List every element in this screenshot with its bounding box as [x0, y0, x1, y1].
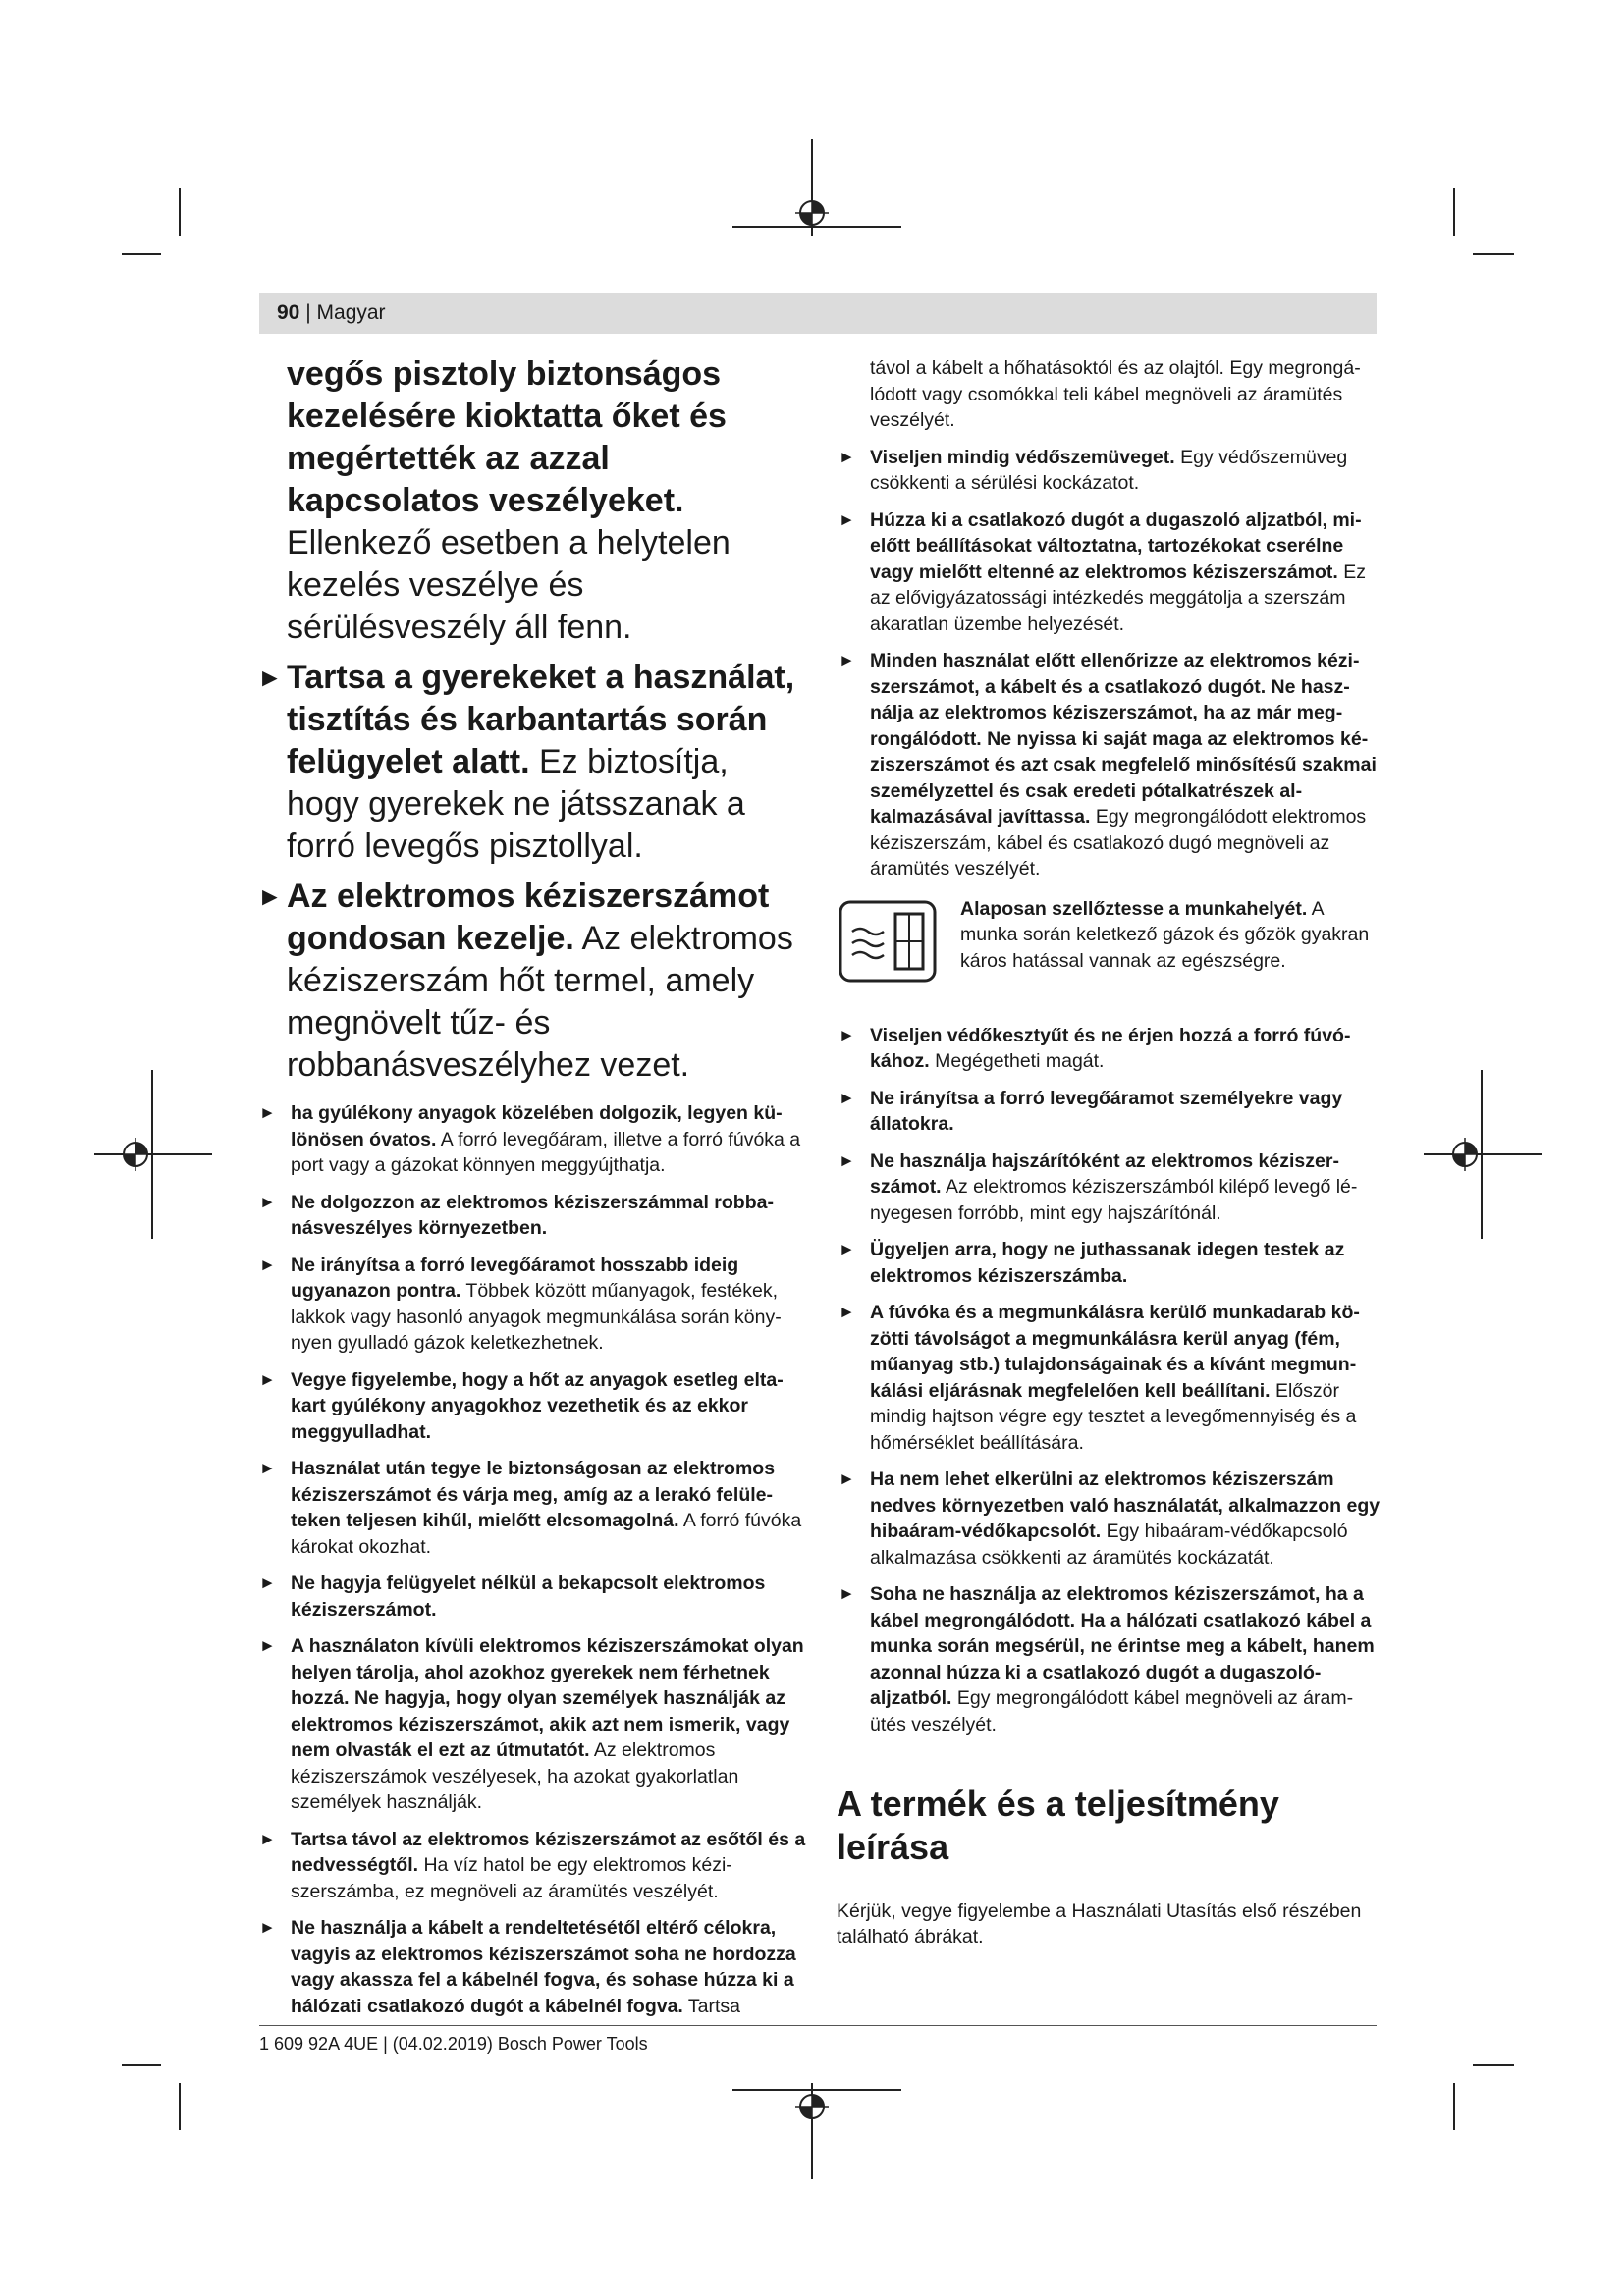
- item-normal: Többek között műanyagok, festékek, lakkok vagy hasonló anyagok megmunkálása során könynyen gyulladó gázok keletkezhetnek.: [291, 1280, 782, 1354]
- item-bold: Ügyeljen arra, hogy ne juthassanak idegen testek az elektromos kéziszerszámba.: [870, 1239, 1345, 1287]
- item-normal: Az elektromos kéziszerszám hőt termel, amely megnövelt tűz- és robbanásveszélyhez vezet.: [287, 920, 793, 1084]
- bullet-arrow-icon: ►: [839, 1584, 855, 1603]
- item-bold: Ne dolgozzon az elektromos kéziszerszámmal robbanásveszélyes környezetben.: [291, 1191, 774, 1239]
- bullet-arrow-icon: ►: [257, 881, 283, 911]
- item-normal: A munka során keletkező gázok és gőzök gyakran káros hatással vannak az egészségre.: [960, 897, 1370, 972]
- page-header-bar: [259, 293, 1377, 334]
- item-bold: Soha ne használja az elektromos kéziszerszámot, ha a kábel megrongálódott. Ha a hálózati csatlakozó kábel a munka során megsérül, ne érintse meg a kábelt, hanem azonnal húzza ki a csatlakozó dugót a dugaszolóaljzatból.: [870, 1583, 1375, 1709]
- item-normal: Ez biztosítja, hogy gyerekek ne játsszanak a forró levegős pisztollyal.: [287, 743, 745, 865]
- crop-mark-bottom-left-h: [122, 2064, 161, 2066]
- item-normal: Egy védőszemüveg csökkenti a sérülési kockázatot.: [870, 446, 1348, 494]
- item-bold: Húzza ki a csatlakozó dugót a dugaszoló aljzatból, mielőtt beállításokat változtatna, tartozékokat cserélne vagy mielőtt eltenné az elektromos kéziszerszámot.: [870, 508, 1362, 583]
- item-normal: Ez az elővigyázatossági intézkedés meggátolja a szerszám akaratlan üzembe helyezését.: [870, 561, 1367, 635]
- crop-mark-top-left-h: [122, 253, 161, 255]
- item-normal: Az elektromos kéziszerszámok veszélyesek, ha azokat gyakorlatlan személyek használják.: [291, 1739, 739, 1813]
- item-normal: Tartsa: [687, 1995, 741, 2017]
- section-heading: A termék és a teljesítmény leírása: [837, 1784, 1279, 1867]
- list-item: [257, 1100, 807, 1179]
- page-number: 90: [277, 301, 300, 324]
- item-normal: Először mindig hajtson végre egy tesztet a levegőmennyiség és a hőmérséklet beállítására.: [870, 1379, 1357, 1454]
- item-bold: A használaton kívüli elektromos kéziszerszámokat olyan helyen tárolja, ahol azokhoz gyerekek nem férhetnek hozzá. Ne hagyja, hogy olyan személyek használják az elektromos kéziszerszámot, akik azt nem ismerik, vagy nem olvasták el ezt az útmutatót.: [291, 1635, 804, 1761]
- page-header: [277, 300, 386, 326]
- item-normal: Ha víz hatol be egy elektromos kéziszerszámba, ez megnöveli az áramütés veszélyét.: [291, 1854, 732, 1902]
- item-bold: Ha nem lehet elkerülni az elektromos kéziszerszám nedves környezetben való használatát, alkalmazzon egy hibaáram-védőkapcsolót.: [870, 1468, 1380, 1542]
- crop-mark-bottom-right-h: [1473, 2064, 1514, 2066]
- header-language: Magyar: [316, 301, 386, 324]
- list-item: [257, 1253, 807, 1357]
- bullet-arrow-icon: ►: [259, 1829, 276, 1848]
- footer-divider: [259, 2025, 1377, 2026]
- item-bold: Alaposan szellőztesse a munkahelyét.: [960, 897, 1308, 920]
- list-item: [257, 1367, 807, 1446]
- item-bold: A fúvóka és a megmunkálásra kerülő munkadarab közötti távolságot a megmunkálásra kerül anyag (fém, műanyag stb.) tulajdonságainak és a kívánt megmunkálási eljárásnak megfelelően kell beállítani.: [870, 1302, 1360, 1402]
- section-body: Kérjük, vegye figyelembe a Használati Utasítás első részében található ábrákat.: [837, 1899, 1362, 1949]
- item-bold: Tartsa a gyerekeket a használat, tisztítás és karbantartás során felügyelet alatt.: [287, 659, 795, 780]
- bullet-arrow-icon: ►: [259, 1192, 276, 1211]
- list-item: [837, 507, 1382, 638]
- item-bold: Az elektromos kéziszerszámot gondosan kezelje.: [287, 878, 770, 957]
- item-normal: Az elektromos kéziszerszámból kilépő levegő lényegesen forróbb, mint egy hajszárítónál.: [870, 1176, 1358, 1224]
- item-bold: Tartsa távol az elektromos kéziszerszámot az esőtől és a nedvességtől.: [291, 1828, 806, 1876]
- item-bold: Ne hagyja felügyelet nélkül a bekapcsolt elektromos kéziszerszámot.: [291, 1573, 766, 1621]
- bullet-arrow-icon: ►: [839, 447, 855, 466]
- list-item: [837, 1300, 1382, 1456]
- item-bold: Ne irányítsa a forró levegőáramot hosszabb ideig ugyanazon pontra.: [291, 1254, 739, 1302]
- bullet-arrow-icon: ►: [259, 1103, 276, 1122]
- item-bold: Ne irányítsa a forró levegőáramot személyekre vagy állatokra.: [870, 1087, 1343, 1135]
- list-item: [837, 445, 1382, 497]
- ventilation-window-icon: [839, 900, 937, 983]
- list-item: [837, 1148, 1382, 1227]
- crop-mark-bottom-right-v: [1453, 2083, 1455, 2130]
- list-item: [837, 1086, 1382, 1138]
- crop-mark-top-right-v: [1453, 188, 1455, 236]
- list-item: [257, 1827, 807, 1905]
- ventilation-notice: [837, 896, 1382, 1012]
- bullet-arrow-icon: ►: [839, 1469, 855, 1488]
- bullet-arrow-icon: ►: [259, 1574, 276, 1592]
- bullet-arrow-icon: ►: [257, 663, 283, 692]
- item-bold: Ne használja hajszárítóként az elektromos kéziszerszámot.: [870, 1149, 1339, 1198]
- page-footer: 1 609 92A 4UE | (04.02.2019) Bosch Power Tools: [259, 2034, 648, 2054]
- bullet-arrow-icon: ►: [259, 1255, 276, 1274]
- crosshair-icon: [795, 2090, 829, 2123]
- crop-mark-top-left-v: [179, 188, 181, 236]
- intro-normal: Ellenkező esetben a helytelen kezelés veszélye és sérülésveszély áll fenn.: [287, 524, 731, 646]
- intro-paragraph: [257, 353, 807, 649]
- list-item: [837, 1467, 1382, 1571]
- item-normal: A forró fúvóka károkat okozhat.: [291, 1510, 802, 1558]
- crop-mark-bottom-left-v: [179, 2083, 181, 2130]
- bullet-arrow-icon: ►: [839, 1150, 855, 1170]
- bullet-arrow-icon: ►: [839, 651, 855, 669]
- item-bold: Viseljen védőkesztyűt és ne érjen hozzá a forró fúvókához.: [870, 1024, 1351, 1072]
- left-column: [257, 353, 807, 2019]
- list-item: [257, 1571, 807, 1623]
- item-bold: Vegye figyelembe, hogy a hőt az anyagok esetleg eltakart gyúlékony anyagokhoz vezethetik és az ekkor meggyulladhat.: [291, 1368, 784, 1443]
- bullet-arrow-icon: ►: [259, 1918, 276, 1937]
- crosshair-icon: [119, 1138, 152, 1171]
- item-bold: Ne használja a kábelt a rendeltetésétől eltérő célokra, vagyis az elektromos kéziszerszámot soha ne hordozza vagy akassza fel a kábelnél fogva, és sohase húzza ki a hálózati csatlakozó dugót a kábelnél fogva.: [291, 1917, 796, 2017]
- item-normal: Egy megrongálódott elektromos kéziszerszám, kábel és csatlakozó dugó megnöveli az áramütés veszélyét.: [870, 806, 1367, 880]
- item-normal: A forró levegőáram, illetve a forró fúvóka a port vagy a gázokat könnyen meggyújthatja.: [291, 1128, 801, 1176]
- list-item: [837, 1581, 1382, 1737]
- list-item: [837, 1237, 1382, 1289]
- bullet-arrow-icon: ►: [259, 1636, 276, 1655]
- list-item: [257, 1456, 807, 1560]
- list-item: [257, 1633, 807, 1816]
- bullet-arrow-icon: ►: [839, 509, 855, 529]
- item-bold: Viseljen mindig védőszemüveget.: [870, 446, 1175, 468]
- item-normal: Egy hibaáram-védőkapcsoló alkalmazása csökkenti az áramütés kockázatát.: [870, 1521, 1348, 1569]
- list-item: [257, 1190, 807, 1242]
- crop-mark-top-right-h: [1473, 253, 1514, 255]
- item-bold: ha gyúlékony anyagok közelében dolgozik, legyen különösen óvatos.: [291, 1102, 783, 1150]
- list-item: [257, 1915, 807, 2019]
- bullet-arrow-icon: ►: [259, 1369, 276, 1389]
- bullet-arrow-icon: ►: [839, 1025, 855, 1044]
- continuation-paragraph: távol a kábelt a hőhatásoktól és az olajtól. Egy megrongálódott vagy csomókkal teli kábel megnöveli az áramütés veszélyét.: [870, 357, 1361, 431]
- right-column: [837, 355, 1382, 1950]
- item-normal: Egy megrongálódott kábel megnöveli az áramütés veszélyét.: [870, 1687, 1354, 1735]
- item-bold: Minden használat előtt ellenőrizze az elektromos kéziszerszámot, a kábelt és a csatlakozó dugót. Ne használja az elektromos kéziszerszámot, ha az már megrongálódott. Ne nyissa ki saját maga az elektromos kéziszerszámot és azt csak megfelelő minősítésű szakmai személyzettel és csak eredeti pótalkatrészek alkalmazásával javíttassa.: [870, 650, 1377, 828]
- crosshair-icon: [795, 196, 829, 230]
- header-separator: |: [305, 301, 311, 324]
- bullet-arrow-icon: ►: [839, 1240, 855, 1258]
- crosshair-icon: [1448, 1138, 1482, 1171]
- big-list-item: [257, 876, 807, 1087]
- intro-bold: vegős pisztoly biztonságos kezelésére kioktatta őket és megértették az azzal kapcsolatos veszélyeket.: [287, 355, 727, 519]
- bullet-arrow-icon: ►: [259, 1459, 276, 1477]
- bullet-arrow-icon: ►: [839, 1303, 855, 1321]
- item-normal: Megégetheti magát.: [935, 1050, 1105, 1072]
- bullet-arrow-icon: ►: [839, 1088, 855, 1107]
- list-item: [837, 648, 1382, 882]
- item-bold: Használat után tegye le biztonságosan az elektromos kéziszerszámot és várja meg, amíg az a lerakó felületeken teljesen kihűl, mielőtt elcsomagolná.: [291, 1458, 776, 1531]
- list-item: [837, 1023, 1382, 1075]
- big-list-item: [257, 657, 807, 868]
